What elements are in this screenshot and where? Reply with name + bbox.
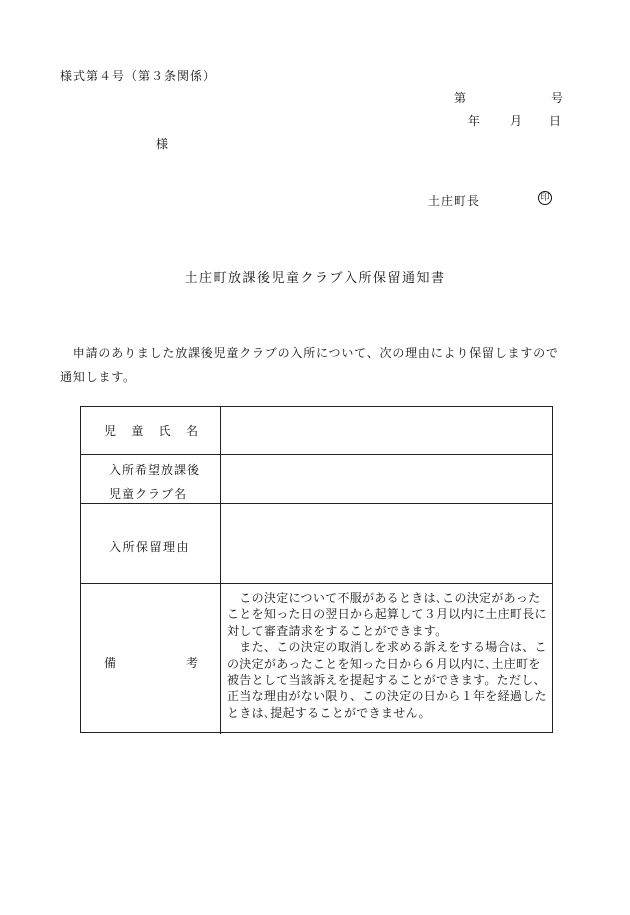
- child-name-value[interactable]: [221, 407, 552, 454]
- date-month-label: 月: [510, 114, 523, 128]
- label-char: 考: [185, 656, 198, 670]
- remarks-label: [104, 657, 198, 669]
- club-name-label-line1: 入所希望放課後: [109, 463, 201, 477]
- seal-icon: 印: [538, 191, 552, 205]
- info-table: [80, 406, 553, 733]
- document-number-suffix: 号: [551, 91, 564, 105]
- label-char: 名: [185, 424, 198, 438]
- date-year-label: 年: [468, 114, 481, 128]
- date-day-label: 日: [549, 114, 562, 128]
- remarks-text: この決定について不服があるときは､この決定があったことを知った日の翌日から起算して３月以内に土庄町長に対して審査請求をすることができます。 また、この決定の取消しを求める訴えをする場合は、この決定があったことを知った日から６月以内に､土庄町を被告として当該訴えを提起することができます。ただし、正当な理由がない限り、この決定の日から１年を経過したときは､提起することができません。: [227, 591, 547, 720]
- form-number: 様式第４号（第３条関係）: [60, 69, 217, 83]
- label-char: 童: [131, 424, 144, 438]
- club-name-value[interactable]: [221, 455, 552, 503]
- label-char: 児: [104, 424, 117, 438]
- label-char: 氏: [158, 424, 171, 438]
- addressee-honorific: 様: [156, 137, 169, 151]
- hold-reason-label: 入所保留理由: [109, 540, 191, 554]
- child-name-label: [104, 425, 198, 437]
- hold-reason-value[interactable]: [221, 504, 552, 583]
- issuer-title: 土庄町長: [428, 194, 481, 208]
- document-number-label: 第: [454, 91, 467, 105]
- document-title: 土庄町放課後児童クラブ入所保留通知書: [184, 271, 446, 286]
- club-name-label-line2: 児童クラブ名: [109, 487, 188, 501]
- label-char: 備: [104, 656, 117, 670]
- body-paragraph: 申請のありました放課後児童クラブの入所について、次の理由により保留しますので通知します。: [60, 346, 559, 384]
